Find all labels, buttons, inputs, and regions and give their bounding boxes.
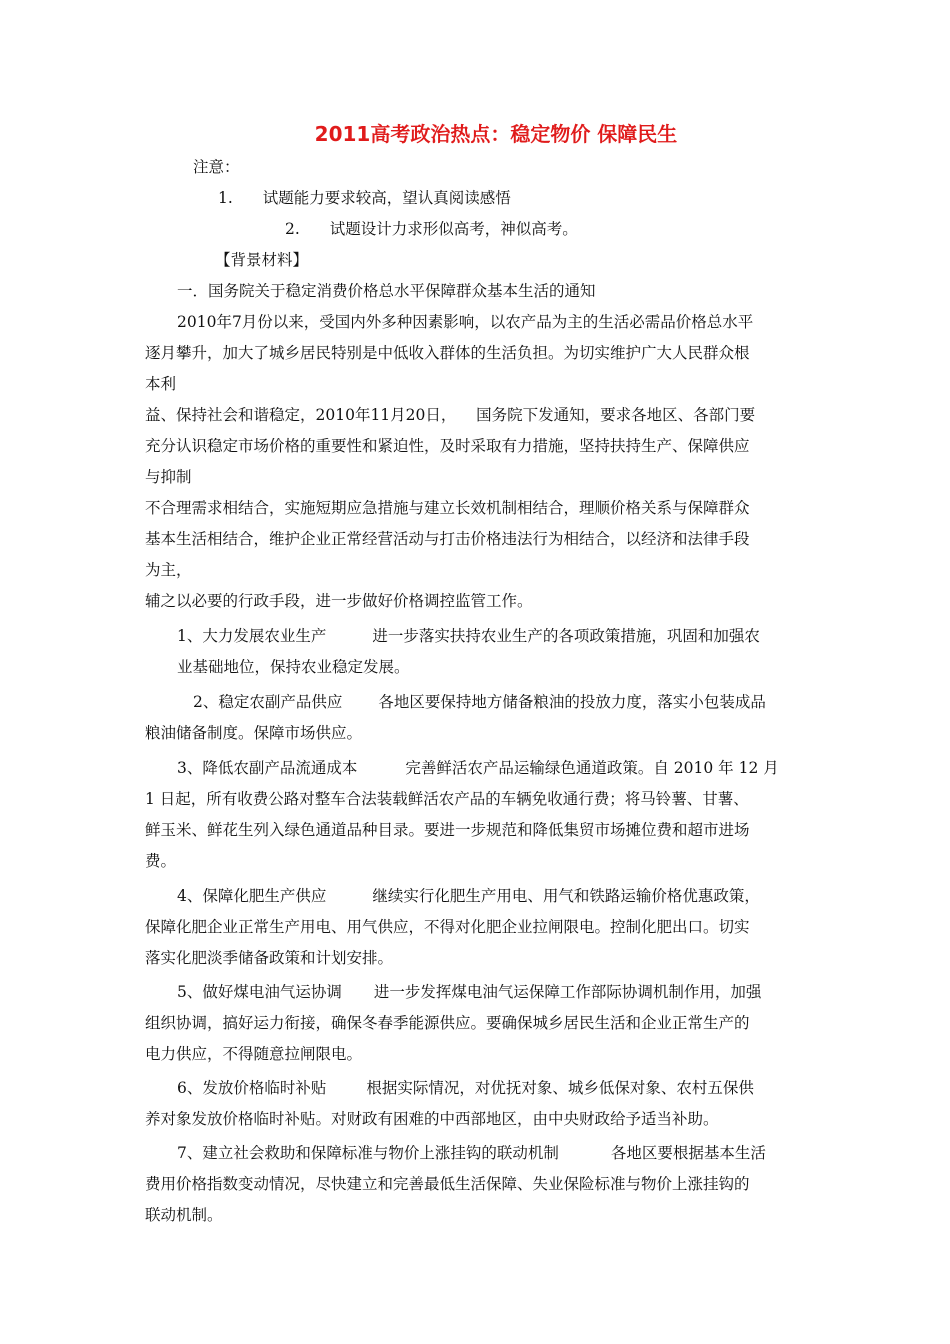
measure-text: 进一步落实扶持农业生产的各项政策措施，巩固和加强农 [372,627,760,645]
measure-text: 费。 [145,852,177,870]
measure-heading: 3、降低农副产品流通成本 [177,759,358,777]
measure-text: 联动机制。 [145,1206,223,1224]
measure-text: 业基础地位，保持农业稳定发展。 [177,658,410,676]
measure-item-7 [177,1143,766,1163]
measure-heading: 7、建立社会救助和保障标准与物价上涨挂钩的联动机制 [177,1144,559,1162]
measure-text: 根据实际情况，对优抚对象、城乡低保对象、农村五保供 [366,1079,754,1097]
measure-text: 各地区要根据基本生活 [610,1144,766,1162]
measure-text: 继续实行化肥生产用电、用气和铁路运输价格优惠政策， [372,887,760,905]
measure-text: 鲜玉米、鲜花生列入绿色通道品种目录。要进一步规范和降低集贸市场摊位费和超市进场 [145,821,750,839]
measure-text: 电力供应，不得随意拉闸限电。 [145,1045,363,1063]
intro-line: 不合理需求相结合，实施短期应急措施与建立长效机制相结合，理顺价格关系与保障群众 [145,499,750,517]
measure-heading: 4、保障化肥生产供应 [177,887,327,905]
measure-text: 费用价格指数变动情况，尽快建立和完善最低生活保障、失业保险标准与物价上涨挂钩的 [145,1175,750,1193]
measure-heading: 2、稳定农副产品供应 [193,693,343,711]
measure-text: 落实化肥淡季储备政策和计划安排。 [145,949,394,967]
measure-text: 完善鲜活农产品运输绿色通道政策。自 2010 年 12 月 [405,759,779,777]
note-label: 注意： [193,158,240,176]
measure-item-6 [177,1078,754,1098]
measure-heading: 5、做好煤电油气运协调 [177,983,342,1001]
measure-item-1 [177,626,760,646]
measure-text: 组织协调，搞好运力衔接，确保冬春季能源供应。要确保城乡居民生活和企业正常生产的 [145,1014,750,1032]
intro-line: 益、保持社会和谐稳定，2010年11月20日， 国务院下发通知，要求各地区、各部门要 [145,406,756,424]
measure-item-4 [177,886,760,906]
intro-line: 为主， [145,561,192,579]
intro-line: 辅之以必要的行政手段，进一步做好价格调控监管工作。 [145,592,533,610]
measure-text: 1 日起，所有收费公路对整车合法装载鲜活农产品的车辆免收通行费；将马铃薯、甘薯、 [145,790,749,808]
measure-item-2 [193,692,766,712]
measure-text: 养对象发放价格临时补贴。对财政有困难的中西部地区，由中央财政给予适当补助。 [145,1110,719,1128]
measure-heading: 1、大力发展农业生产 [177,627,327,645]
measure-item-5 [177,982,761,1002]
intro-line: 2010年7月份以来，受国内外多种因素影响，以农产品为主的生活必需品价格总水平 [177,313,754,331]
measure-text: 进一步发挥煤电油气运保障工作部际协调机制作用，加强 [373,983,762,1001]
note-number: 2. [285,220,300,238]
intro-line: 与抑制 [145,468,192,486]
intro-line: 逐月攀升，加大了城乡居民特别是中低收入群体的生活负担。为切实维护广大人民群众根 [145,344,750,362]
note-number: 1. [218,189,233,207]
note-text: 试题能力要求较高，望认真阅读感悟 [262,189,511,207]
measure-text: 各地区要保持地方储备粮油的投放力度，落实小包装成品 [378,693,766,711]
measure-item-3 [177,758,779,778]
note-item-1 [218,188,511,208]
measure-text: 保障化肥企业正常生产用电、用气供应，不得对化肥企业拉闸限电。控制化肥出口。切实 [145,918,750,936]
note-item-2 [285,219,578,239]
document-title: 2011高考政治热点：稳定物价 保障民生 [314,122,678,146]
measure-text: 粮油储备制度。保障市场供应。 [145,724,363,742]
measure-heading: 6、发放价格临时补贴 [177,1079,327,1097]
section-label: 【背景材料】 [215,251,309,269]
intro-line: 充分认识稳定市场价格的重要性和紧迫性，及时采取有力措施，坚持扶持生产、保障供应 [145,437,750,455]
intro-line: 基本生活相结合，维护企业正常经营活动与打击价格违法行为相结合，以经济和法律手段 [145,530,750,548]
note-text: 试题设计力求形似高考，神似高考。 [329,220,578,238]
section-heading: 一．国务院关于稳定消费价格总水平保障群众基本生活的通知 [177,282,596,300]
intro-line: 本利 [145,375,177,393]
